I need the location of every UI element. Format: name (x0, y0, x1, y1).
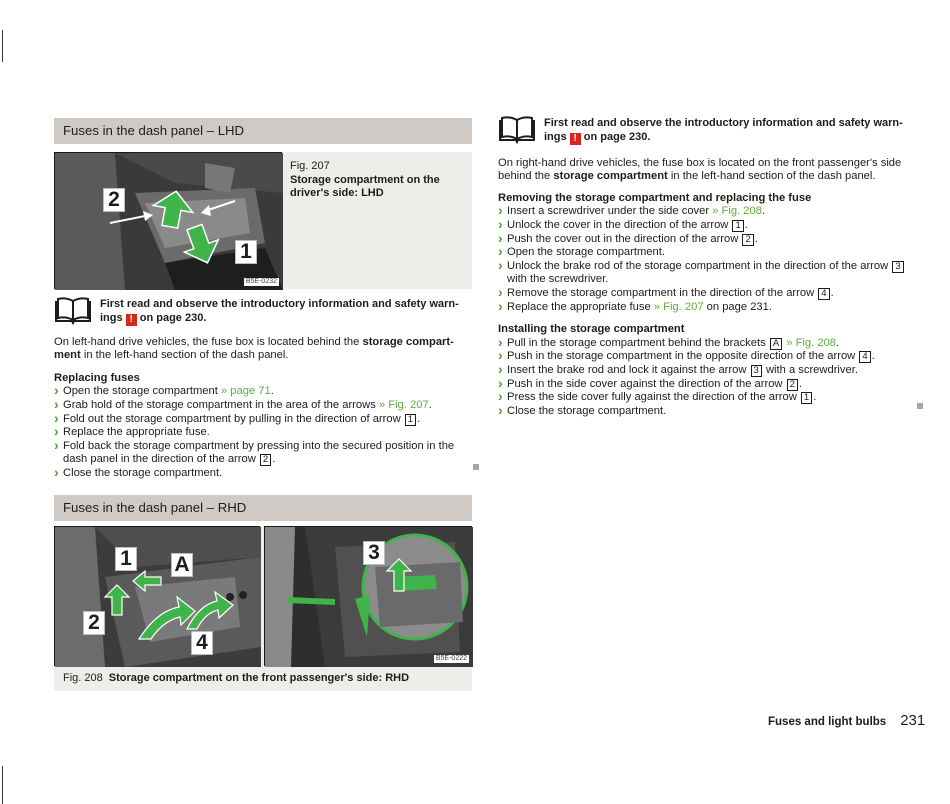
section-heading-rhd: Fuses in the dash panel – RHD (54, 495, 472, 521)
list-item: › Fold out the storage compartment by pulling in the direction of arrow 1 . (54, 413, 472, 427)
removing-steps (498, 205, 916, 314)
list-item: › Unlock the cover in the direction of the arrow 1 . (498, 219, 916, 233)
intro-bold: storage compart-ment (54, 335, 454, 362)
removing-heading: Removing the storage compartment and replacing the fuse (498, 191, 812, 204)
photo-code: B5E-0222 (435, 655, 467, 662)
book-icon (54, 297, 92, 323)
notice-line2-pre: ings (100, 311, 123, 324)
end-square-icon (473, 464, 479, 470)
list-item: › Grab hold of the storage compartment in the area of the arrows » Fig. 207. (54, 399, 472, 413)
left-column (54, 118, 472, 481)
figure-link[interactable]: » Fig. 207 (378, 398, 429, 411)
figure-label: 2 (83, 611, 105, 635)
figure-label: 3 (363, 541, 385, 565)
figure-caption-text: Storage compartment on the driver's side: LHD (290, 173, 440, 200)
notice-line1: First read and observe the introductory information and safety warn- (544, 117, 903, 129)
green-arrow-icon (105, 585, 129, 615)
list-item: › Open the storage compartment. (498, 246, 916, 260)
arrow-number-box: 2 (787, 379, 798, 391)
section-heading-lhd: Fuses in the dash panel – LHD (54, 118, 472, 144)
page-number: 231 (900, 712, 926, 729)
list-item: › Close the storage compartment. (498, 405, 916, 419)
rhd-intro-paragraph (498, 157, 916, 184)
crop-mark-top (2, 30, 3, 62)
list-item: › Replace the appropriate fuse. (54, 426, 472, 440)
notice-line1: First read and observe the introductory information and safety warn- (100, 298, 459, 310)
green-arrow-icon (153, 191, 193, 227)
crop-mark-bottom (2, 766, 3, 804)
list-item: › Remove the storage compartment in the direction of the arrow 4 . (498, 287, 916, 301)
photo-code: B5E-0232 (245, 278, 277, 285)
list-item: › Insert a screwdriver under the side cover » Fig. 208. (498, 205, 916, 219)
figure-207 (54, 152, 472, 289)
list-item: › Press the side cover fully against the direction of the arrow 1 . (498, 391, 916, 405)
list-item: › Unlock the brake rod of the storage compartment in the direction of the arrow 3with the screwdriver. (498, 260, 916, 287)
warning-icon: ! (126, 314, 137, 326)
figure-label: 1 (235, 240, 257, 264)
right-column (498, 116, 916, 418)
bracket-letter-box: A (770, 338, 782, 350)
arrow-number-box: 1 (801, 392, 812, 404)
arrow-number-box: 3 (751, 365, 762, 377)
arrow-number-box: 1 (732, 220, 743, 232)
list-item: › Push in the storage compartment in the opposite direction of the arrow 4 . (498, 350, 916, 364)
figure-link[interactable]: » Fig. 208 (712, 205, 762, 218)
figure-link[interactable]: » Fig. 208 (786, 336, 837, 349)
figure-caption-text: Storage compartment on the front passenger's side: RHD (108, 672, 410, 684)
installing-steps (498, 337, 916, 419)
notice-page-link[interactable]: on page 230. (139, 311, 207, 324)
end-square-icon (917, 403, 923, 409)
replacing-fuses-steps (54, 385, 472, 480)
figure-label: 4 (191, 631, 213, 655)
book-icon (498, 116, 536, 142)
figure-label: 2 (103, 188, 125, 212)
list-item: › Fold back the storage compartment by pressing into the secured position in the dash panel in the direction of the arrow 2 . (54, 440, 472, 467)
green-arrow-icon (133, 571, 161, 591)
arrow-number-box: 2 (260, 454, 271, 466)
figure-label: A (171, 553, 193, 577)
safety-notice (498, 116, 916, 145)
figure-207-caption (282, 152, 472, 289)
list-item: › Push in the side cover against the direction of the arrow 2 . (498, 378, 916, 392)
lhd-intro-paragraph (54, 336, 472, 363)
arrow-number-box: 4 (818, 288, 829, 300)
figure-208 (54, 526, 472, 691)
list-item: › Push the cover out in the direction of the arrow 2 . (498, 233, 916, 247)
list-item: › Insert the brake rod and lock it against the arrow 3 with a screwdriver. (498, 364, 916, 378)
intro-text: On left-hand drive vehicles, the fuse box is located behind the (54, 335, 360, 348)
warning-icon: ! (570, 133, 581, 145)
figure-208-photo-right (264, 526, 472, 666)
intro-text: in the left-hand section of the dash panel. (670, 170, 876, 183)
figure-number: Fig. 208 (63, 672, 103, 684)
notice-text (544, 116, 903, 145)
safety-notice (54, 297, 472, 326)
arrow-number-box: 3 (892, 261, 903, 273)
green-arrow-icon (387, 559, 411, 591)
notice-text (100, 297, 459, 326)
arrow-number-box: 1 (405, 414, 416, 426)
intro-bold: storage compartment (553, 170, 668, 183)
intro-text: On right-hand drive vehicles, the fuse box is located on the front passenger's side behind the (498, 156, 902, 183)
page-link[interactable]: » page 71 (220, 385, 271, 398)
figure-number: Fig. 207 (290, 160, 330, 172)
intro-text: in the left-hand section of the dash panel. (83, 349, 289, 362)
figure-207-photo (54, 152, 282, 289)
arrow-number-box: 2 (742, 234, 753, 246)
figure-link[interactable]: » Fig. 207 (653, 300, 704, 313)
steps-heading: Replacing fuses (54, 371, 140, 384)
chapter-title: Fuses and light bulbs (768, 716, 887, 728)
list-item: › Pull in the storage compartment behind the brackets A » Fig. 208. (498, 337, 916, 351)
list-item: › Open the storage compartment » page 71. (54, 385, 472, 399)
green-arrow-icon (185, 591, 235, 631)
list-item: › Replace the appropriate fuse » Fig. 207 on page 231. (498, 301, 916, 315)
figure-208-photo-left (54, 526, 260, 666)
figure-label: 1 (115, 547, 137, 571)
arrow-number-box: 4 (859, 351, 870, 363)
installing-heading: Installing the storage compartment (498, 323, 685, 336)
notice-line2-pre: ings (544, 130, 567, 143)
notice-page-link[interactable]: on page 230. (583, 130, 651, 143)
list-item: › Close the storage compartment. (54, 467, 472, 481)
figure-208-caption (63, 672, 409, 686)
page-footer (768, 714, 925, 730)
green-arrow-icon (183, 226, 219, 264)
